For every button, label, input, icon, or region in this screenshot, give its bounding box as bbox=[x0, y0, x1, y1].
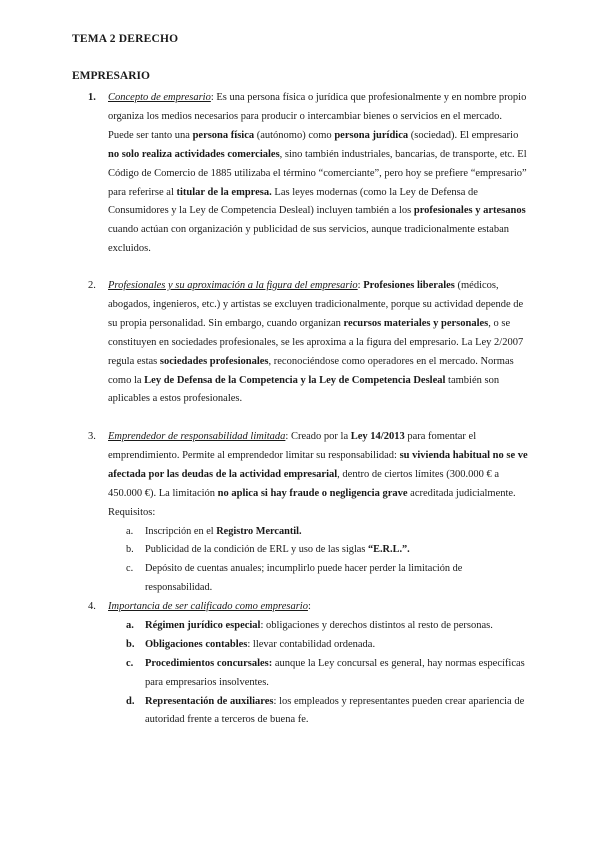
document-title: TEMA 2 DERECHO bbox=[72, 33, 179, 45]
sub-emphasis: Régimen jurídico especial bbox=[145, 619, 261, 631]
sub-emphasis: Procedimientos concursales: bbox=[145, 657, 273, 669]
item-emphasis: no solo realiza actividades comerciales bbox=[108, 148, 280, 160]
sub-letter: b. bbox=[126, 544, 134, 556]
item-text: (autónomo) como bbox=[254, 129, 335, 141]
sub-letter: b. bbox=[126, 638, 135, 650]
item-text: cuando actúan con organización y publicidad de sus servicios, aunque tradicionalmente estaban excluidos. bbox=[108, 224, 509, 255]
item-text: , sino también industriales, bancarias, de transporte, etc. El Código de Comercio de 1885 utilizaba el término “comerciante”, pero hoy se prefiere “empresario” para referirse al bbox=[108, 148, 527, 198]
item-emphasis: no aplica si hay fraude o negligencia grave bbox=[217, 487, 408, 499]
list-item bbox=[88, 428, 528, 523]
item-text: (sociedad). El empresario bbox=[408, 129, 519, 141]
item-heading: Importancia de ser calificado como empresario bbox=[108, 601, 308, 612]
item-emphasis: su vivienda habitual no se ve afectada por las deudas de la actividad empresarial bbox=[108, 449, 528, 480]
sub-text: Inscripción en el bbox=[145, 525, 217, 537]
item-text: : bbox=[307, 601, 311, 612]
sub-text: : obligaciones y derechos distintos al resto de personas. bbox=[260, 619, 493, 631]
item-emphasis: Ley 14/2013 bbox=[350, 431, 405, 442]
sub-emphasis: “E.R.L.”. bbox=[367, 544, 410, 556]
sub-emphasis: Obligaciones contables bbox=[145, 638, 248, 650]
item-emphasis: profesionales y artesanos bbox=[413, 205, 526, 217]
sub-text: : llevar contabilidad ordenada. bbox=[247, 638, 376, 650]
item-emphasis: Profesiones liberales bbox=[363, 280, 455, 291]
item-text: acreditada judicialmente. Requisitos: bbox=[108, 487, 516, 518]
item-heading: Profesionales y su aproximación a la figura del empresario bbox=[108, 280, 358, 291]
item-emphasis: sociedades profesionales bbox=[159, 355, 269, 367]
item-text: para fomentar el emprendimiento. Permite al emprendedor limitar su responsabilidad: bbox=[108, 431, 477, 461]
sub-letter: a. bbox=[126, 525, 134, 537]
item-emphasis: persona física bbox=[192, 129, 255, 141]
sub-letter: c. bbox=[126, 657, 134, 669]
sub-text: Publicidad de la condición de ERL y uso de las siglas bbox=[145, 544, 368, 556]
sub-item bbox=[126, 693, 528, 731]
item-text: Las leyes modernas (como la Ley de Defensa de Consumidores y la Ley de Competencia Desleal) incluyen también a los bbox=[108, 186, 478, 217]
item-emphasis: titular de la empresa. bbox=[176, 186, 272, 198]
item-text: también son aplicables a estos profesionales. bbox=[108, 374, 500, 405]
sub-item bbox=[126, 541, 528, 560]
sub-letter: c. bbox=[126, 563, 134, 575]
item-text: : Creado por la bbox=[285, 431, 351, 442]
item-emphasis: persona jurídica bbox=[334, 129, 409, 141]
sub-text: : los empleados y representantes pueden crear apariencia de autoridad frente a terceros de buena fe. bbox=[145, 695, 525, 726]
list-item bbox=[88, 277, 528, 409]
sub-item bbox=[126, 655, 528, 693]
sub-item bbox=[126, 636, 528, 655]
sub-text: Depósito de cuentas anuales; incumplirlo puede hacer perder la limitación de responsabilidad. bbox=[145, 563, 463, 594]
list-item bbox=[88, 598, 528, 617]
item-text: , o se constituyen en sociedades profesionales, se les aproxima a la figura del empresario. La Ley 2/2007 regula estas bbox=[108, 317, 524, 367]
list-item-3-block bbox=[88, 428, 528, 598]
section-heading: EMPRESARIO bbox=[72, 70, 150, 82]
sub-item bbox=[126, 523, 528, 542]
item-text: , reconociéndose como operadores en el mercado. Normas como la bbox=[108, 355, 514, 386]
list-number: 3. bbox=[88, 431, 96, 442]
item-emphasis: recursos materiales y personales bbox=[343, 317, 489, 329]
list-number: 2. bbox=[88, 280, 96, 291]
sub-letter: a. bbox=[126, 619, 134, 631]
sub-item bbox=[126, 617, 528, 636]
sub-item bbox=[126, 560, 528, 598]
list-item bbox=[88, 89, 528, 259]
item-text: : bbox=[357, 280, 364, 291]
sub-text: aunque la Ley concursal es general, hay normas específicas para empresarios insolventes. bbox=[145, 657, 525, 688]
list-item-4-block bbox=[88, 598, 528, 730]
item-text: (médicos, abogados, ingenieros, etc.) y artistas se excluyen tradicionalmente, porque su actividad depende de su propia personalidad. Sin embargo, cuando organizan bbox=[108, 280, 524, 329]
item-text: , dentro de ciertos límites (300.000 € a 450.000 €). La limitación bbox=[108, 468, 499, 499]
list-item-2-block bbox=[88, 277, 528, 409]
item-emphasis: Ley de Defensa de la Competencia y la Ley de Competencia Desleal bbox=[144, 374, 446, 386]
sub-letter: d. bbox=[126, 695, 135, 707]
sub-emphasis: Registro Mercantil. bbox=[216, 525, 302, 537]
item-text: : Es una persona física o jurídica que profesionalmente y en nombre propio organiza los medios necesarios para producir o intercambiar bienes o servicios en el mercado. Puede ser tanto una bbox=[108, 92, 527, 141]
list-item-1-block bbox=[88, 89, 528, 259]
list-number: 1. bbox=[88, 92, 96, 103]
item-heading: Concepto de empresario bbox=[108, 92, 211, 103]
item-heading: Emprendedor de responsabilidad limitada bbox=[108, 431, 286, 442]
list-number: 4. bbox=[88, 601, 96, 612]
sub-emphasis: Representación de auxiliares bbox=[145, 695, 274, 707]
